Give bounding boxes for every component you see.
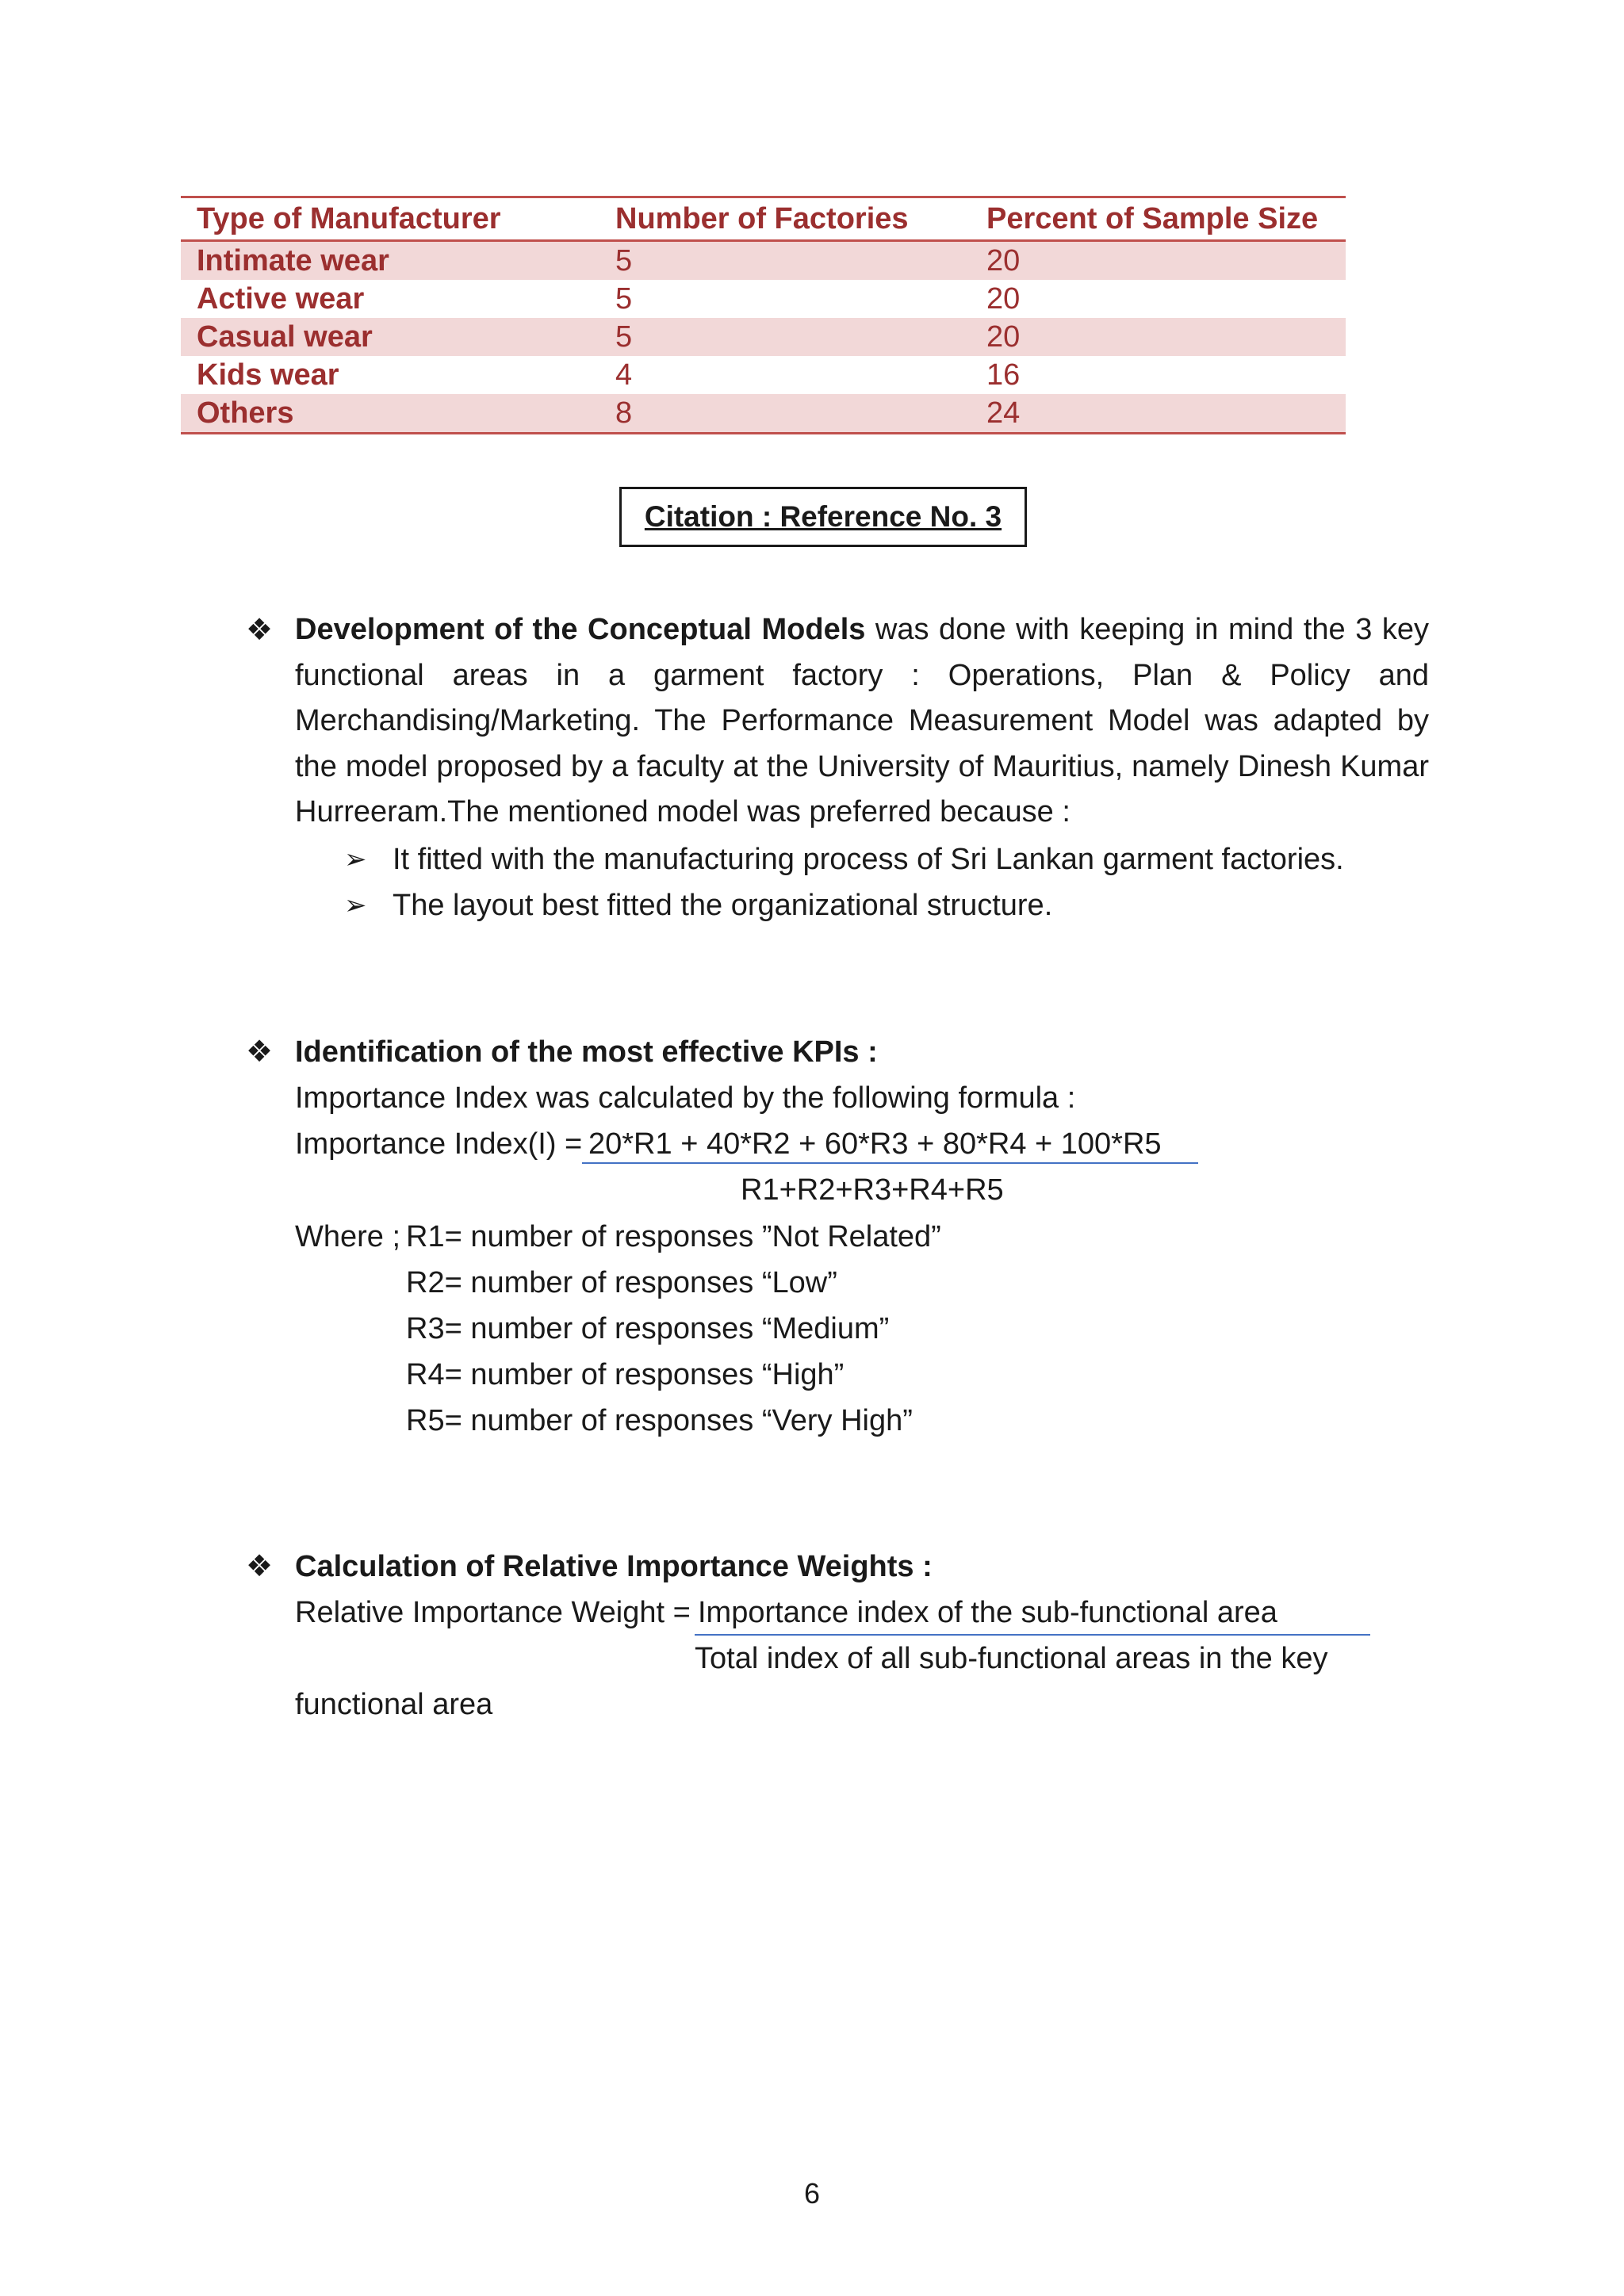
cell-percent: 16 bbox=[986, 358, 1021, 392]
header-factories: Number of Factories bbox=[599, 197, 971, 241]
conceptual-models-text: was done with keeping in mind the 3 key functional areas in a garment factory : Operations, Plan & Policy and Merchandising/Marketing. The Performance Measurement Model was adapted by the model proposed by a faculty at the University of Mauritius, namely Dinesh Kumar Hurreeram.The mentioned model was preferred because : bbox=[295, 613, 1429, 829]
definition-r5: R5= number of responses “Very High” bbox=[406, 1404, 913, 1437]
definition-r3: R3= number of responses “Medium” bbox=[406, 1312, 890, 1345]
diamond-bullet-icon: ❖ bbox=[246, 1550, 274, 1583]
importance-index-denominator: R1+R2+R3+R4+R5 bbox=[741, 1173, 1004, 1207]
relative-weight-continuation: functional area bbox=[295, 1688, 493, 1721]
cell-type: Casual wear bbox=[181, 318, 599, 356]
table-header-row bbox=[181, 197, 1346, 241]
cell-type: Others bbox=[181, 394, 599, 434]
table-row bbox=[181, 318, 1346, 356]
kpi-intro: Importance Index was calculated by the following formula : bbox=[295, 1081, 1076, 1115]
cell-type: Intimate wear bbox=[181, 241, 599, 281]
header-type: Type of Manufacturer bbox=[181, 197, 599, 241]
cell-percent: 20 bbox=[986, 282, 1021, 316]
relative-weights-heading: Calculation of Relative Importance Weights : bbox=[295, 1550, 933, 1583]
where-prefix: Where ; bbox=[295, 1220, 401, 1253]
definition-r2: R2= number of responses “Low” bbox=[406, 1266, 837, 1299]
conceptual-models-paragraph bbox=[295, 607, 1429, 836]
table-row bbox=[181, 280, 1346, 318]
sub-item-layout: The layout best fitted the organizational structure. bbox=[393, 889, 1053, 922]
citation-box: Citation : Reference No. 3 bbox=[619, 487, 1027, 547]
relative-weight-numerator: Importance index of the sub-functional area bbox=[698, 1596, 1277, 1629]
relative-weight-label: Relative Importance Weight = bbox=[295, 1596, 691, 1629]
page-number: 6 bbox=[803, 2177, 821, 2210]
diamond-bullet-icon: ❖ bbox=[246, 614, 274, 647]
cell-percent: 20 bbox=[971, 241, 1346, 281]
cell-factories: 5 bbox=[599, 241, 971, 281]
conceptual-models-heading: Development of the Conceptual Models bbox=[295, 613, 866, 646]
table-row bbox=[181, 394, 1346, 434]
sub-item-manufacturing: It fitted with the manufacturing process of Sri Lankan garment factories. bbox=[393, 843, 1344, 876]
cell-percent: 24 bbox=[971, 394, 1346, 434]
cell-factories: 5 bbox=[599, 318, 971, 356]
cell-type: Active wear bbox=[197, 282, 365, 316]
cell-factories: 4 bbox=[615, 358, 633, 392]
fraction-rule bbox=[582, 1162, 1198, 1164]
cell-factories: 8 bbox=[599, 394, 971, 434]
table-row bbox=[181, 356, 1346, 394]
arrow-bullet-icon: ➢ bbox=[344, 844, 367, 874]
table-row bbox=[181, 241, 1346, 281]
sample-size-table bbox=[181, 196, 1346, 434]
kpi-heading: Identification of the most effective KPIs : bbox=[295, 1035, 878, 1069]
definition-r4: R4= number of responses “High” bbox=[406, 1358, 845, 1391]
diamond-bullet-icon: ❖ bbox=[246, 1035, 274, 1069]
header-percent: Percent of Sample Size bbox=[971, 197, 1346, 241]
importance-index-numerator: 20*R1 + 40*R2 + 60*R3 + 80*R4 + 100*R5 bbox=[588, 1127, 1162, 1161]
arrow-bullet-icon: ➢ bbox=[344, 890, 367, 920]
cell-type: Kids wear bbox=[197, 358, 339, 392]
cell-factories: 5 bbox=[615, 282, 633, 316]
definition-r1: R1= number of responses ”Not Related” bbox=[406, 1220, 941, 1253]
relative-weight-denominator: Total index of all sub-functional areas in the key bbox=[695, 1642, 1328, 1675]
importance-index-label: Importance Index(I) = bbox=[295, 1127, 583, 1161]
cell-percent: 20 bbox=[971, 318, 1346, 356]
